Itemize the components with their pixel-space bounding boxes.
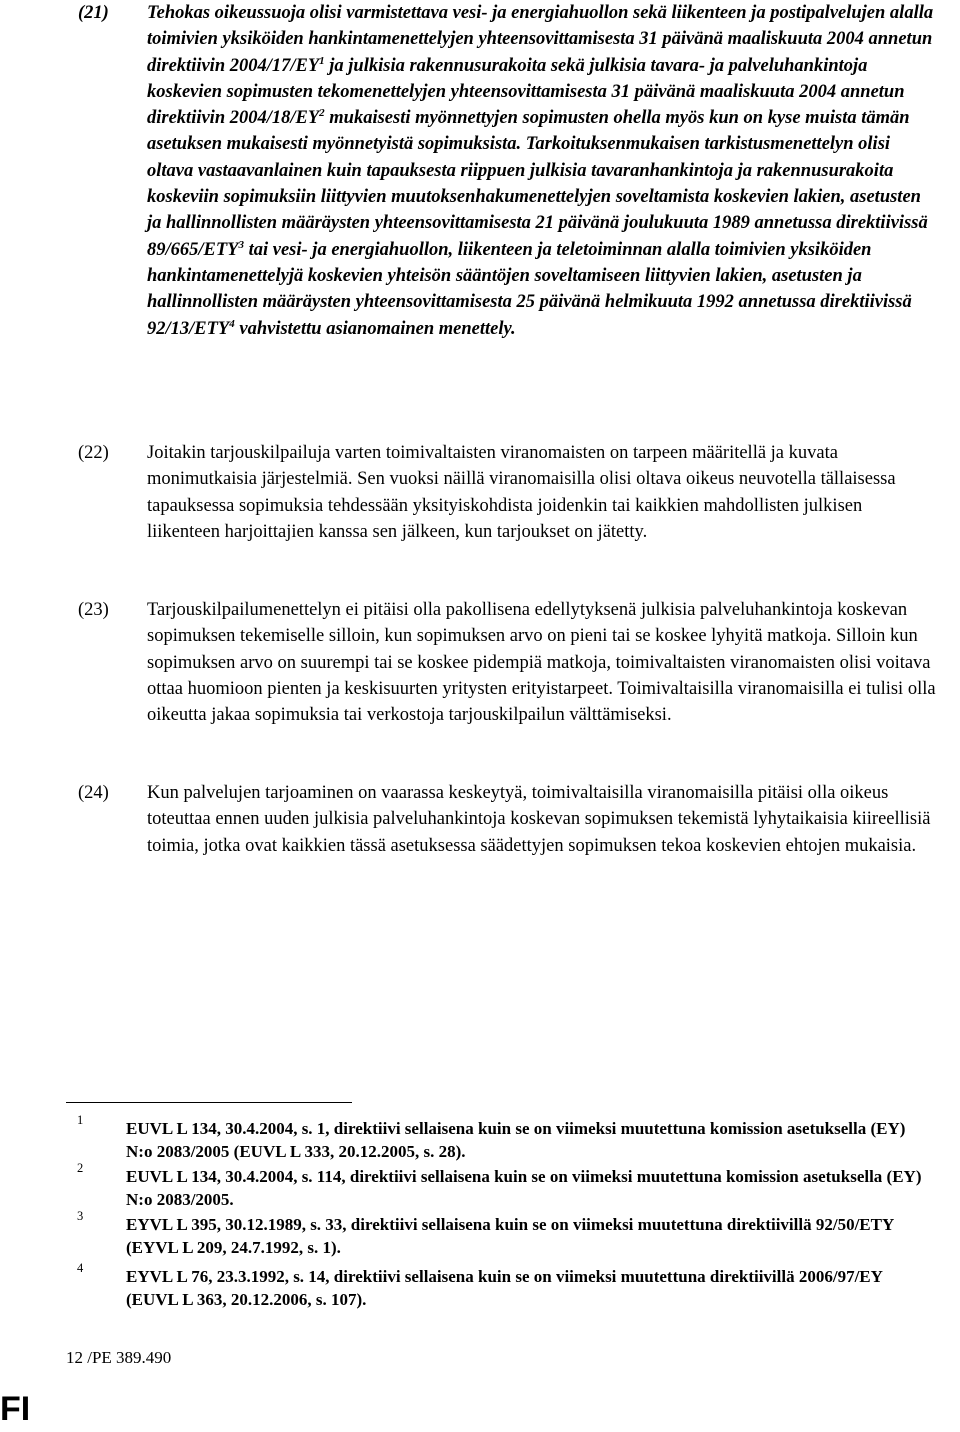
footnote-ref-3: 3: [238, 238, 244, 251]
footnote-number: 3: [77, 1209, 84, 1223]
footnote-text: EUVL L 134, 30.4.2004, s. 1, direktiivi sellaisena kuin se on viimeksi muutettuna komission asetuksella (EY) N:o 2083/2005 (EUVL L 333, 20.12.2005, s. 28).: [126, 1119, 906, 1162]
footnote-text: EUVL L 134, 30.4.2004, s. 114, direktiivi sellaisena kuin se on viimeksi muutettuna komission asetuksella (EY) N:o 2083/2005.: [126, 1167, 922, 1210]
footnote-separator: [66, 1102, 352, 1103]
recital-number: (23): [78, 600, 109, 620]
text-segment: Tehokas oikeussuoja olisi varmistettava vesi- ja energiahuollon sekä liikenteen ja postipalvelujen alalla toimivien yksiköiden hankintamenettelyjen yhteensovittamisesta 31 päivänä maaliskuuta 2004 annetun direktiivin 2004/17/EY: [147, 3, 934, 76]
text-segment: tai vesi- ja energiahuollon, liikenteen ja teletoiminnan alalla toimivien yksiköiden hankintamenettelyjä koskevien yhteisön sääntöjen soveltamiseen liittyvien lakien, asetusten ja hallinnollisten määräysten yhteensovittamisesta 25 päivänä helmikuuta 1992 annetussa direktiivissä 92/13/ETY: [147, 239, 912, 339]
footnote-ref-2: 2: [319, 107, 325, 120]
recital-text: [147, 0, 937, 342]
text-segment: mukaisesti myönnettyjen sopimusten ohella myös kun on kyse muista tämän asetuksen mukaisesti myönnetyistä sopimuksista. Tarkoituksenmukaisen tarkistusmenettelyn olisi oltava vastaavanlainen kuin tapauksesta riippuen julkisia tavaranhankintoja ja rakennusurakoita koskeviin sopimuksiin liittyvien muutoksenhakumenettelyjen soveltamista koskevien lakien, asetusten ja hallinnollisten määräysten yhteensovittamisesta 21 päivänä joulukuuta 1989 annetussa direktiivissä 89/665/ETY: [147, 108, 928, 260]
footnote-number: 1: [77, 1113, 84, 1127]
language-code: FI: [0, 1390, 31, 1428]
recital-number: (24): [78, 783, 109, 803]
footnote-ref-4: 4: [229, 317, 235, 330]
text-segment: vahvistettu asianomainen menettely.: [234, 318, 516, 339]
recital-text: [147, 440, 937, 545]
text-segment: ja julkisia rakennusurakoita sekä julkisia tavara- ja palveluhankintoja koskevien sopimusten tekomenettelyjen yhteensovittamisesta 31 päivänä maaliskuuta 2004 annetun direktiivin 2004/18/EY: [147, 55, 905, 129]
recital-text: [147, 597, 937, 728]
text-segment: Kun palvelujen tarjoaminen on vaarassa keskeytyä, toimivaltaisilla viranomaisilla pitäisi olla oikeus toteuttaa ennen uuden julkisia palveluhankintoja koskevan sopimuksen tekemistä lyhytaikaisia kiireellisiä toimia, jotka ovat kaikkien tässä asetuksessa säädettyjen sopimuksen tekoa koskevien ehtojen mukaisia.: [147, 783, 931, 856]
footnote-ref-1: 1: [319, 54, 325, 67]
footnote-number: 2: [77, 1161, 84, 1175]
footnote-text: EYVL L 395, 30.12.1989, s. 33, direktiivi sellaisena kuin se on viimeksi muutettuna direktiivillä 92/50/ETY (EYVL L 209, 24.7.1992, s. 1).: [126, 1215, 894, 1258]
text-segment: Joitakin tarjouskilpailuja varten toimivaltaisten viranomaisten on tarpeen määritellä ja kuvata monimutkaisia järjestelmiä. Sen vuoksi näillä viranomaisilla olisi oltava oikeus neuvotella tällaisessa tapauksessa sopimuksia tehdessään yksityiskohdista joidenkin tai kaikkien mahdollisten julkisen liikenteen harjoittajien kanssa sen jälkeen, kun tarjoukset on jätetty.: [147, 443, 896, 542]
recital-number: (21): [78, 3, 109, 23]
recital-text: [147, 780, 937, 859]
recital-number: (22): [78, 443, 109, 463]
footnote-number: 4: [77, 1261, 84, 1275]
footnote-text: EYVL L 76, 23.3.1992, s. 14, direktiivi sellaisena kuin se on viimeksi muutettuna direktiivillä 2006/97/EY (EUVL L 363, 20.12.2006, s. 107).: [126, 1267, 883, 1310]
page-reference: 12 /PE 389.490: [66, 1348, 172, 1367]
text-segment: Tarjouskilpailumenettelyn ei pitäisi olla pakollisena edellytyksenä julkisia palveluhankintoja koskevan sopimuksen tekemiselle silloin, kun sopimuksen arvo on pieni tai se koskee lyhyitä matkoja. Silloin kun sopimuksen arvo on suurempi tai se koskee pidempiä matkoja, toimivaltaisten viranomaisten olisi voitava ottaa huomioon pienten ja keskisuurten yritysten erityistarpeet. Toimivaltaisilla viranomaisilla ei tulisi olla oikeutta jakaa sopimuksia tai verkostoja tarjouskilpailun välttämiseksi.: [147, 600, 936, 726]
